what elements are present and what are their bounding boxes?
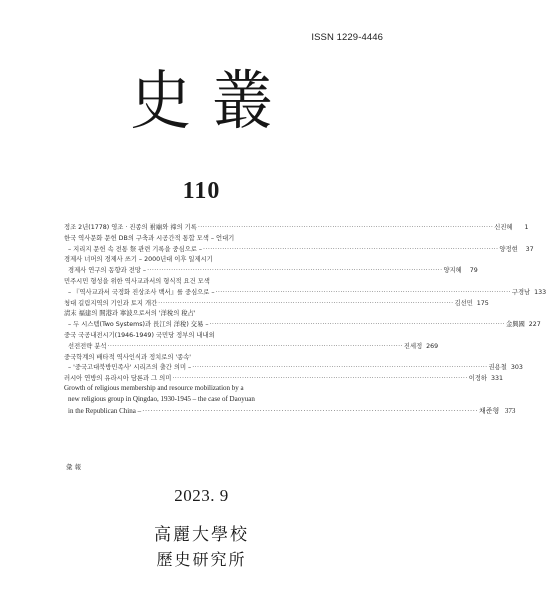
toc-dot-leader: [203, 246, 498, 253]
misc-section-label: 彙 報: [66, 463, 82, 471]
toc-line: [64, 319, 541, 330]
toc-line: [64, 276, 334, 287]
toc-line: [64, 384, 334, 395]
toc-entry: [64, 319, 541, 330]
toc-article-title: in the Republican China –: [68, 406, 142, 415]
toc-author: 김선민: [454, 299, 473, 307]
toc-author: 金興國: [505, 321, 525, 329]
toc-line: [64, 341, 439, 352]
toc-author: 이정하: [468, 375, 487, 383]
toc-article-title: 청대 길림지역의 기인과 토지 개간: [64, 299, 158, 307]
publication-date: 2023. 9: [174, 486, 229, 505]
toc-article-title: – 『역사교과서 국정화 진상조사 백서』를 중심으로 –: [68, 288, 215, 296]
table-of-contents: [64, 222, 546, 416]
toc-author: 양지혜: [443, 267, 462, 275]
toc-page-number: 331: [490, 375, 503, 383]
toc-entry: [64, 341, 439, 352]
toc-entry: [64, 308, 334, 319]
toc-dot-leader: [215, 289, 510, 296]
toc-article-title: 淸末 福建의 開港과 寧波으로서의 '洋稅의 稅占': [64, 310, 196, 318]
toc-article-title: – '중국고대북방민족사' 시리즈의 출간 의미 –: [68, 364, 192, 372]
toc-entry: [64, 222, 529, 233]
toc-article-title: 러시아 연방의 유라시아 담론과 그 의미: [64, 375, 172, 383]
toc-page-number: 133: [534, 288, 546, 296]
toc-entry: [64, 298, 489, 309]
toc-line: [64, 222, 529, 233]
toc-entry: [64, 265, 478, 276]
toc-author: 채준형: [479, 406, 500, 415]
toc-dot-leader: [192, 364, 487, 371]
toc-line: [64, 308, 334, 319]
toc-article-title: Growth of religious membership and resource mobilization by a: [64, 383, 244, 392]
toc-dot-leader: [147, 267, 442, 274]
toc-line: [64, 298, 489, 309]
toc-line: [64, 395, 334, 406]
toc-entry: [64, 352, 334, 363]
toc-author: 권용철: [488, 364, 507, 372]
toc-author: 신진혜: [494, 224, 513, 231]
toc-page-number: 227: [528, 321, 541, 329]
toc-entry: [64, 276, 334, 287]
toc-article-title: new religious group in Qingdao, 1930-1945 – the case of Daoyuan: [68, 394, 255, 403]
toc-dot-leader: [108, 343, 403, 350]
toc-line: [64, 362, 523, 373]
toc-line: [64, 330, 334, 341]
toc-article-title: 선전전략 분석: [68, 342, 107, 350]
toc-line: [64, 373, 503, 384]
toc-dot-leader: [210, 321, 505, 328]
toc-entry: [64, 254, 334, 265]
issn-number: ISSN 1229-4446: [311, 32, 383, 43]
toc-page-number: 303: [510, 364, 523, 372]
toc-line: [64, 406, 516, 417]
toc-entry: [64, 362, 523, 373]
toc-page-number: 1: [524, 224, 529, 231]
toc-page-number: 79: [469, 267, 478, 275]
toc-page-number: 175: [476, 299, 489, 307]
toc-author: 진세정: [403, 342, 423, 350]
toc-line: [64, 244, 534, 255]
toc-article-title: 경제사 연구의 동향과 전망 –: [68, 267, 147, 275]
toc-author: 구경남: [511, 288, 531, 296]
volume-number: 110: [182, 178, 221, 204]
toc-dot-leader: [198, 224, 493, 231]
journal-title: 史叢: [130, 65, 294, 139]
toc-entry: [64, 384, 334, 395]
toc-dot-leader: [158, 300, 453, 307]
toc-page-number: 269: [426, 342, 439, 350]
toc-line: [64, 233, 334, 244]
toc-line: [64, 265, 478, 276]
toc-entry: [64, 330, 334, 341]
toc-page-number: 37: [525, 245, 534, 253]
toc-article-title: – 두 시스템(Two Systems)과 長江의 洋稅) 交易 –: [68, 321, 209, 329]
toc-entry: [64, 244, 534, 255]
toc-entry: [64, 287, 546, 298]
toc-line: [64, 352, 334, 363]
toc-line: [64, 254, 334, 265]
toc-entry: [64, 233, 334, 244]
toc-article-title: 중국학계의 배타적 역사인식과 정치로의 '종속': [64, 353, 192, 361]
toc-article-title: 중국 국공내전시기(1946-1949) 국민당 정부의 내내외: [64, 331, 215, 339]
toc-entry: [64, 395, 334, 406]
toc-entry: [64, 406, 516, 417]
publisher-university: 高麗大學校: [154, 525, 249, 545]
toc-dot-leader: [172, 375, 467, 382]
toc-line: [64, 287, 546, 298]
toc-article-title: 정조 2년(1778) 영조 · 진종의 祔廟와 禘의 기록: [64, 224, 197, 231]
toc-dot-leader: [142, 407, 478, 415]
toc-article-title: 경제사 너머의 경제사 쓰기 – 2000년대 이후 일제시기: [64, 256, 213, 264]
toc-page-number: 373: [504, 406, 516, 415]
toc-entry: [64, 373, 503, 384]
toc-author: 양정현: [499, 245, 518, 253]
publisher-institute: 歷史研究所: [156, 550, 247, 569]
toc-article-title: 민주시민 형성을 위한 역사교과서의 형식적 요건 모색: [64, 277, 210, 285]
toc-article-title: – 지리지 문헌 속 전통 祭 관련 기록을 중심으로 –: [68, 245, 203, 253]
toc-article-title: 한국 역사문화 문헌 DB의 구축과 시공간적 통합 모색 – 언대기: [64, 234, 235, 242]
